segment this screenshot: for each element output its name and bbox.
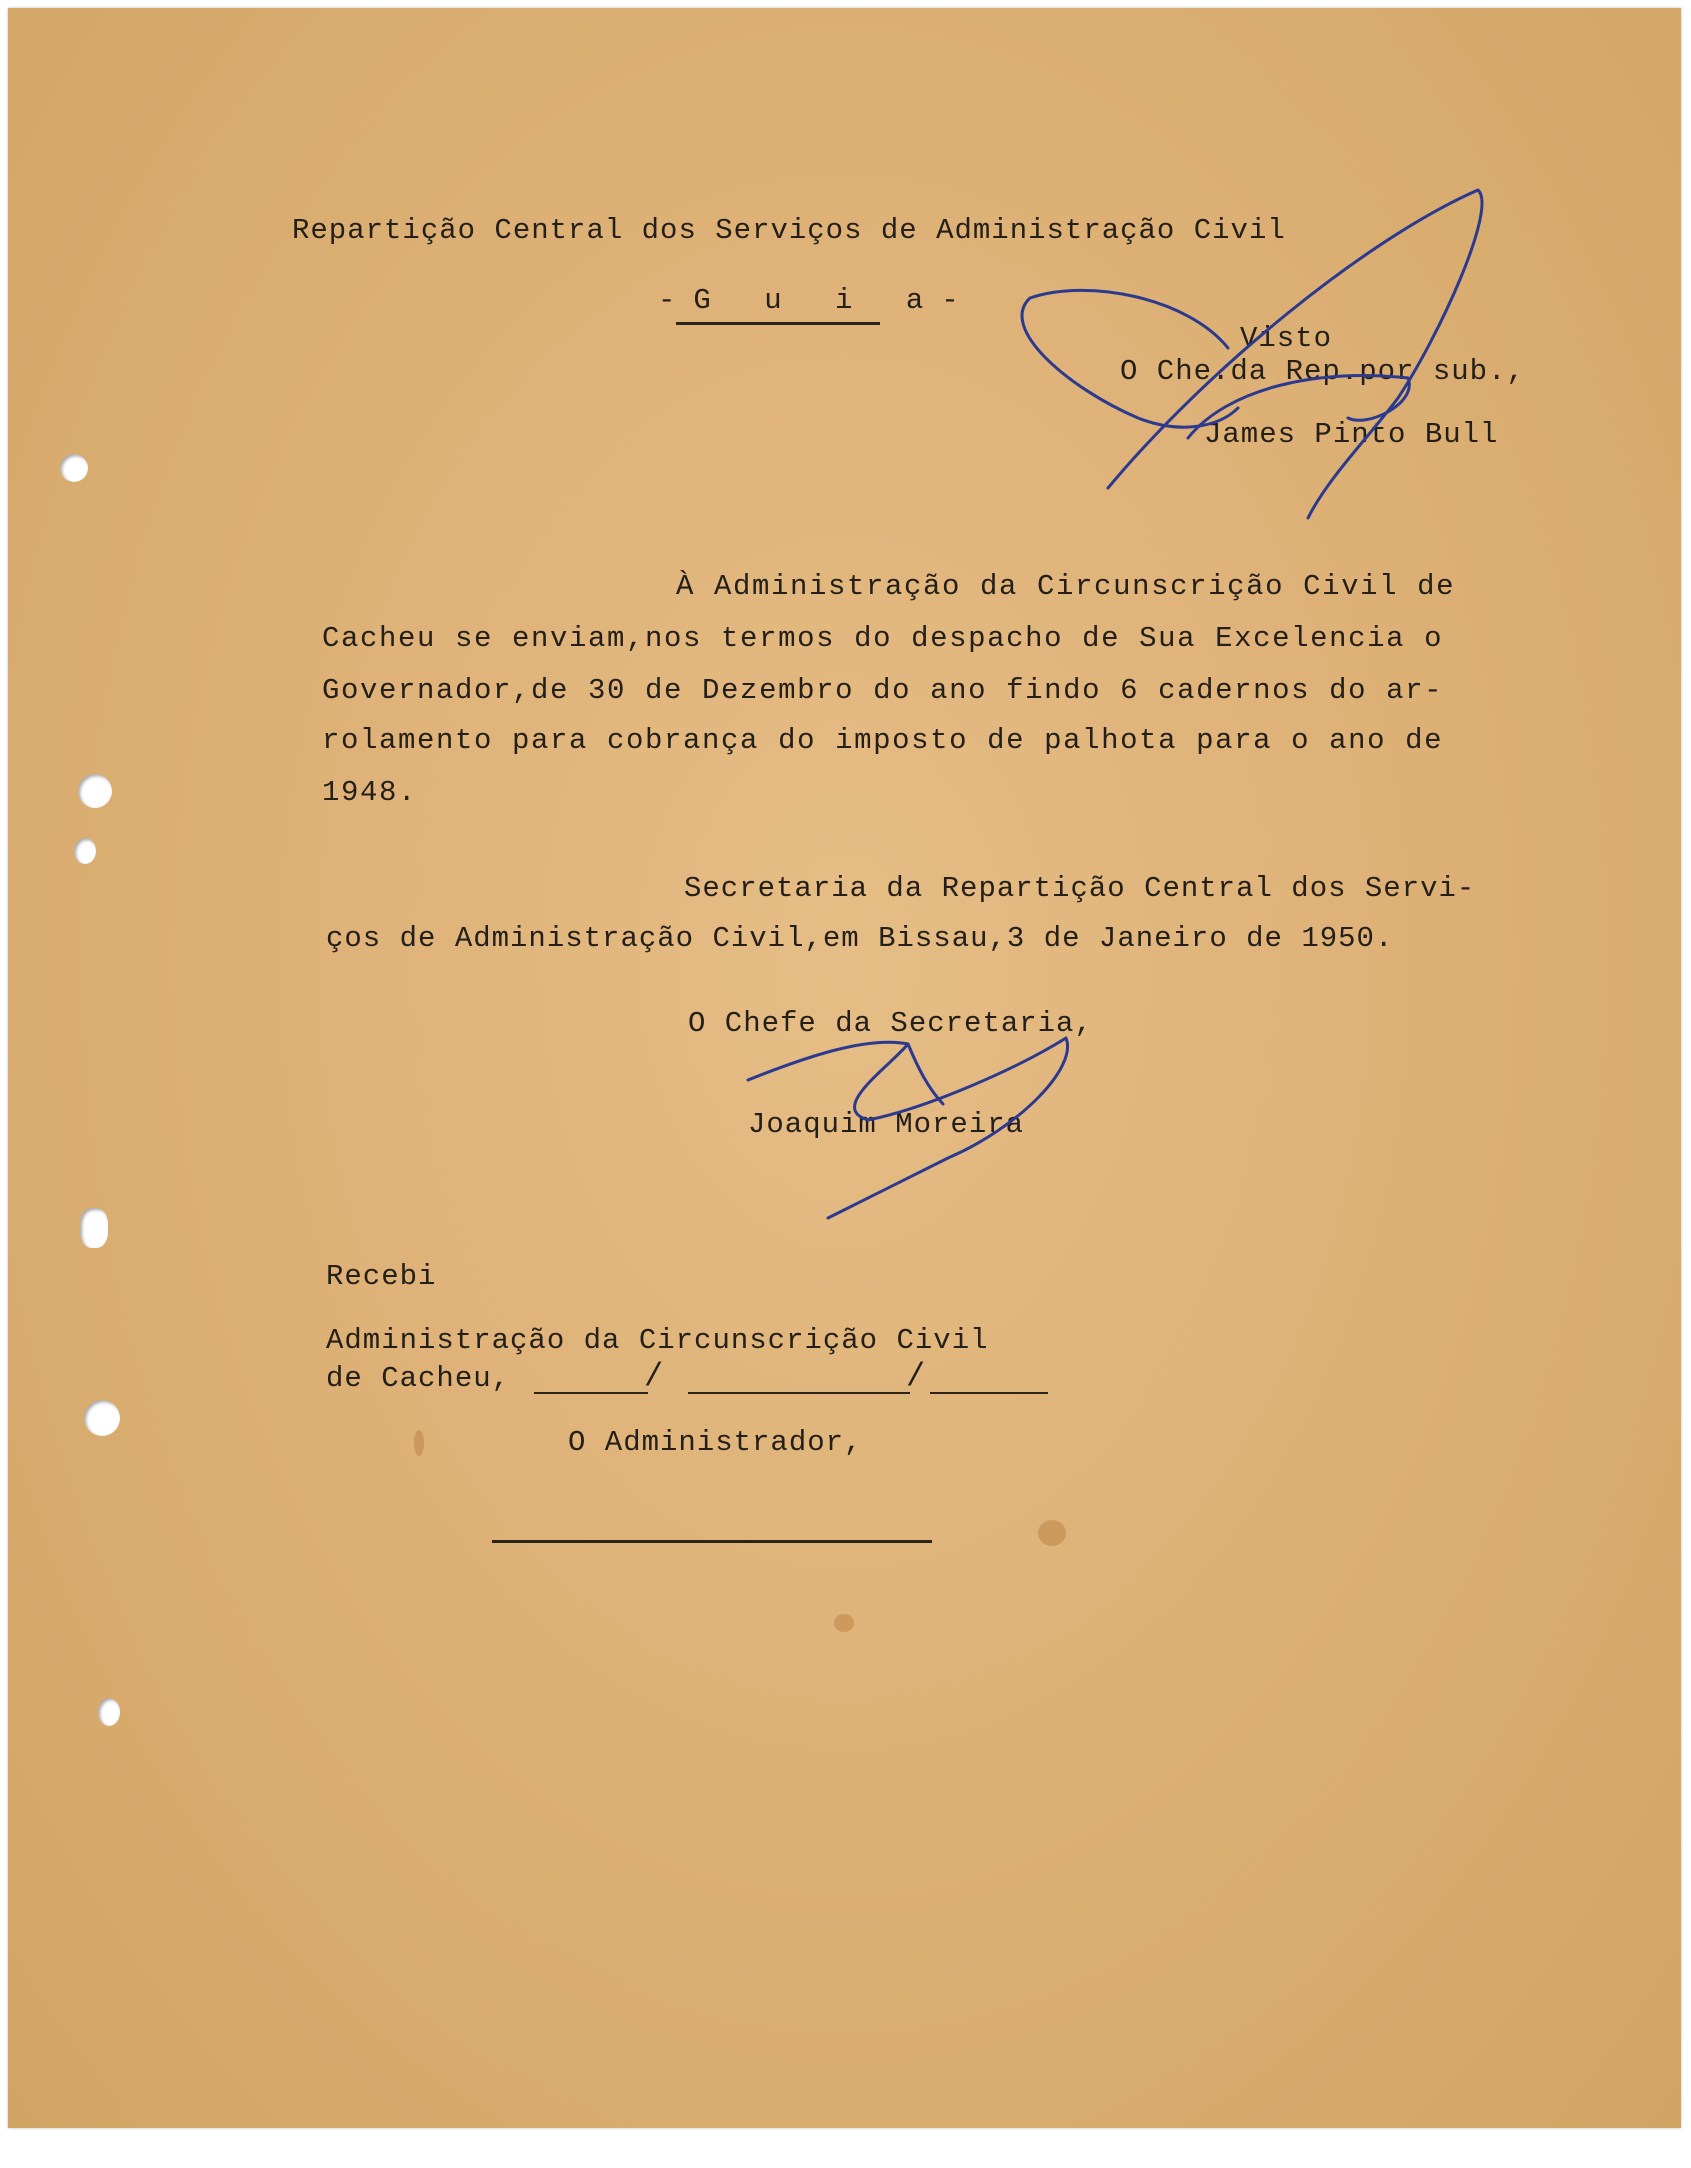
handwritten-signatures (8, 8, 1681, 2128)
chefe-name: Joaquim Moreira (748, 1108, 1025, 1141)
chefe-signature (908, 1044, 943, 1104)
body-line: rolamento para cobrança do imposto de palhota para o ano de (322, 724, 1444, 757)
visto-role: O Che.da Rep.por sub., (1120, 355, 1525, 388)
receipt-line: Administração da Circunscrição Civil (326, 1324, 989, 1357)
visto-signature (1108, 190, 1482, 518)
document-title: -G u i a- (658, 284, 977, 317)
body-line: Governador,de 30 de Dezembro do ano findo 6 cadernos do ar- (322, 674, 1444, 707)
body-line: À Administração da Circunscrição Civil de (676, 570, 1456, 603)
closing-line: Secretaria da Repartição Central dos Servi- (684, 872, 1476, 905)
date-separator: / (644, 1358, 664, 1395)
receipt-label: Recebi (326, 1260, 437, 1293)
visto-signature (1188, 376, 1409, 439)
date-separator: / (906, 1358, 926, 1395)
visto-label: Visto (1240, 322, 1333, 355)
receipt-line: de Cacheu, (326, 1362, 511, 1395)
body-line: Cacheu se enviam,nos termos do despacho de Sua Excelencia o (322, 622, 1444, 655)
visto-signature (1022, 290, 1238, 427)
administrator-label: O Administrador, (568, 1426, 863, 1459)
closing-line: ços de Administração Civil,em Bissau,3 de Janeiro de 1950. (326, 922, 1394, 955)
document-heading: Repartição Central dos Serviços de Administração Civil (292, 214, 1286, 247)
chefe-label: O Chefe da Secretaria, (688, 1007, 1093, 1040)
visto-name: James Pinto Bull (1204, 418, 1499, 451)
document-page (8, 8, 1681, 2128)
chefe-signature (748, 1038, 1068, 1218)
body-line: 1948. (322, 776, 418, 809)
